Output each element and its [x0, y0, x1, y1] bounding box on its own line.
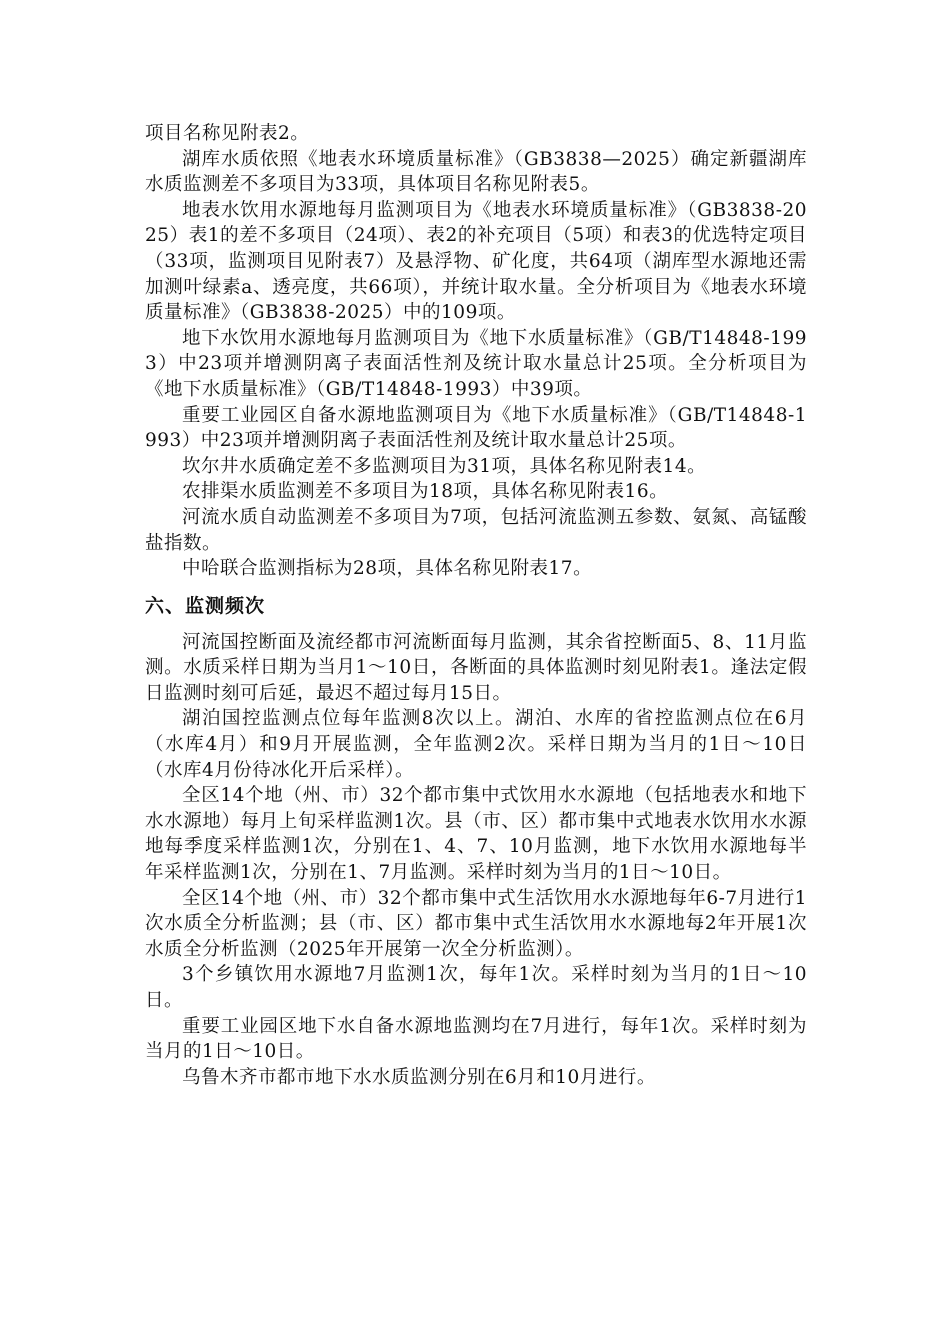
paragraph-drainage-canal: 农排渠水质监测差不多项目为18项，具体名称见附表16。	[182, 481, 669, 503]
section-heading-monitoring-frequency: 六、监测频次	[145, 594, 266, 617]
paragraph-sino-kazakh-monitoring: 中哈联合监测指标为28项，具体名称见附表17。	[182, 558, 593, 580]
paragraph-surface-drinking-source: 地表水饮用水源地每月监测项目为《地表水环境质量标准》（GB3838-2025）表1的差不多项目（24项）、表2的补充项目（5项）和表3的优选特定项目（33项，监测项目见附表7）及悬浮物、矿化度，共64项（湖库型水源地还需加测叶绿素a、透亮度，共66项），并统计取水量。全分析项目为《地表水环境质量标准》（GB3838-2025）中的109项。	[145, 199, 807, 324]
paragraph-urumqi-groundwater-frequency: 乌鲁木齐市都市地下水水质监测分别在6月和10月进行。	[182, 1066, 656, 1088]
paragraph-river-frequency: 河流国控断面及流经都市河流断面每月监测，其余省控断面5、8、11月监测。水质采样日期为当月1～10日，各断面的具体监测时刻见附表1。逢法定假日监测时刻可后延，最迟不超过每月15日。	[145, 631, 807, 704]
paragraph-city-drinking-source-frequency: 全区14个地（州、市）32个都市集中式饮用水水源地（包括地表水和地下水水源地）每月上旬采样监测1次。县（市、区）都市集中式地表水饮用水水源地每季度采样监测1次，分别在1、4、7、10月监测，地下水饮用水源地每半年采样监测1次，分别在1、7月监测。采样时刻为当月的1日～10日。	[145, 785, 807, 884]
paragraph-full-analysis-frequency: 全区14个地（州、市）32个都市集中式生活饮用水水源地每年6-7月进行1次水质全分析监测；县（市、区）都市集中式生活饮用水水源地每2年开展1次水质全分析监测（2025年开展第一次全分析监测）。	[145, 887, 807, 960]
paragraph-lake-water-quality: 湖库水质依照《地表水环境质量标准》（GB3838—2025）确定新疆湖库水质监测差不多项目为33项，具体项目名称见附表5。	[145, 148, 807, 196]
paragraph-continuation: 项目名称见附表2。	[145, 123, 310, 144]
paragraph-lake-frequency: 湖泊国控监测点位每年监测8次以上。湖泊、水库的省控监测点位在6月（水库4月）和9月开展监测，全年监测2次。采样日期为当月的1日～10日（水库4月份待冰化开后采样）。	[145, 708, 807, 781]
paragraph-township-source-frequency: 3个乡镇饮用水源地7月监测1次，每年1次。采样时刻为当月的1日～10日。	[145, 964, 807, 1011]
document-page	[145, 121, 807, 1090]
paragraph-industrial-park-source: 重要工业园区自备水源地监测项目为《地下水质量标准》（GB/T14848-1993）中23项并增测阴离子表面活性剂及统计取水量总计25项。	[145, 404, 807, 452]
paragraph-industrial-groundwater-frequency: 重要工业园区地下水自备水源地监测均在7月进行，每年1次。采样时刻为当月的1日～10日。	[145, 1015, 807, 1063]
paragraph-groundwater-drinking-source: 地下水饮用水源地每月监测项目为《地下水质量标准》（GB/T14848-1993）中23项并增测阴离子表面活性剂及统计取水量总计25项。全分析项目为《地下水质量标准》（GB/T14848-1993）中39项。	[145, 327, 807, 400]
paragraph-river-auto-monitoring: 河流水质自动监测差不多项目为7项，包括河流监测五参数、氨氮、高锰酸盐指数。	[145, 506, 807, 554]
paragraph-karez-water: 坎尔井水质确定差不多监测项目为31项，具体名称见附表14。	[182, 455, 707, 477]
